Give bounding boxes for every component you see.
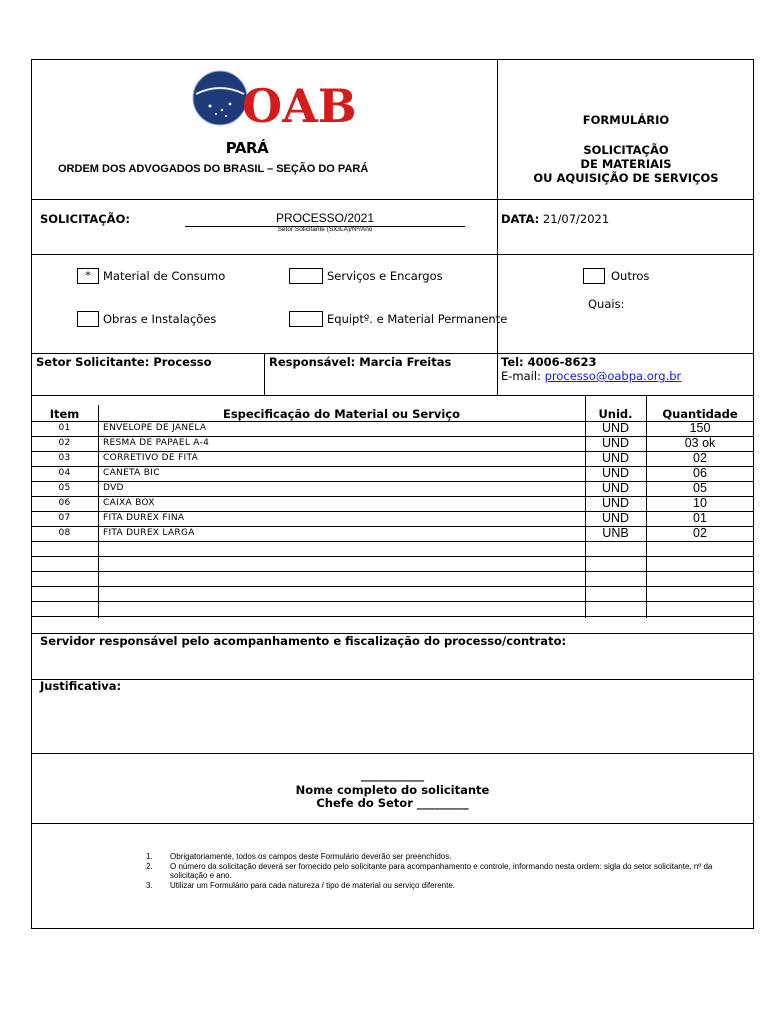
cell-unid: UND [601, 511, 630, 525]
responsavel: Responsável: Marcia Freitas [269, 355, 452, 369]
checkbox-equip[interactable] [289, 311, 323, 327]
form-title-3: OU AQUISIÇÃO DE SERVIÇOS [533, 171, 719, 185]
note-number: 2. [146, 861, 153, 871]
justificativa-label: Justificativa: [40, 679, 122, 693]
request-hint: Setor Solicitante (SIGLA)/Nº/Ano [277, 226, 373, 233]
email-field [501, 369, 681, 383]
rule [31, 199, 754, 200]
col-header-unid: Unid. [598, 407, 633, 421]
logo-text: OAB [242, 79, 357, 133]
note-item [146, 862, 746, 881]
cell-item: 02 [58, 438, 71, 448]
rule [31, 254, 754, 255]
cell-item: 01 [58, 423, 71, 433]
cell-desc: RESMA DE PAPAEL A-4 [103, 438, 210, 448]
col-header-item: Item [49, 407, 80, 421]
table-row-rule [31, 541, 754, 542]
rule [31, 679, 754, 680]
rule [31, 353, 754, 354]
cell-desc: CAIXA BOX [103, 498, 155, 508]
signature-chefe: Chefe do Setor _________ [316, 796, 469, 810]
checkbox-consumo[interactable]: * [77, 268, 99, 284]
cell-unid: UND [601, 466, 630, 480]
cell-desc: DVD [103, 483, 124, 493]
table-row-rule [31, 556, 754, 557]
form-title-1: SOLICITAÇÃO [583, 143, 669, 157]
cell-desc: CORRETIVO DE FITA [103, 453, 199, 463]
date-field [501, 212, 609, 226]
email-label: E-mail: [501, 369, 541, 383]
form-title-2: DE MATERIAIS [580, 157, 672, 171]
setor-solicitante: Setor Solicitante: Processo [36, 355, 212, 369]
date-value[interactable]: 21/07/2021 [542, 212, 610, 226]
table-row-rule [31, 601, 754, 602]
cell-item: 03 [58, 453, 71, 463]
cell-unid: UND [601, 436, 630, 450]
table-row-rule [31, 586, 754, 587]
signature-name: Nome completo do solicitante [295, 783, 490, 797]
cell-unid: UND [601, 421, 630, 435]
note-text: O número da solicitação deverá ser fornecido pelo solicitante para acompanhamento e controle, informando nesta ordem: sigla do setor solicitante, nº da solicitação e ano. [170, 861, 713, 880]
logo-subtitle: PARÁ [225, 139, 269, 157]
note-item [146, 852, 746, 862]
notes-list [146, 852, 746, 890]
checkbox-outros[interactable] [583, 268, 605, 284]
telefone: Tel: 4006-8623 [501, 355, 597, 369]
rule [31, 753, 754, 754]
organization-name: ORDEM DOS ADVOGADOS DO BRASIL – SEÇÃO DO PARÁ [58, 163, 369, 175]
cell-desc: CANETA BIC [103, 468, 160, 478]
cell-unid: UND [601, 481, 630, 495]
cell-desc: ENVELOPE DE JANELA [103, 423, 207, 433]
label-quais: Quais: [588, 297, 625, 311]
note-number: 3. [146, 880, 153, 890]
col-header-qtd: Quantidade [662, 407, 738, 421]
cell-desc: FITA DUREX FINA [103, 513, 185, 523]
header-divider [497, 59, 498, 354]
cell-unid: UND [601, 496, 630, 510]
checkbox-obras[interactable] [77, 311, 99, 327]
contact-divider [264, 353, 265, 395]
col-header-spec: Especificação do Material ou Serviço [222, 407, 461, 421]
note-number: 1. [146, 852, 153, 861]
cell-item: 05 [58, 483, 71, 493]
request-label: SOLICITAÇÃO: [40, 212, 130, 226]
contact-divider [497, 353, 498, 395]
label-servicos: Serviços e Encargos [327, 269, 443, 283]
cell-qtd: 150 [689, 421, 711, 435]
request-number[interactable]: PROCESSO/2021 [275, 211, 375, 225]
servidor-label: Servidor responsável pelo acompanhamento e fiscalização do processo/contrato: [40, 634, 567, 648]
cell-unid: UND [601, 451, 630, 465]
email-link[interactable]: processo@oabpa.org.br [544, 369, 682, 383]
label-consumo: Material de Consumo [103, 269, 226, 283]
label-equip: Equiptº. e Material Permanente [327, 312, 508, 326]
note-text: Utilizar um Formulário para cada natureza / tipo de material ou serviço diferente. [170, 880, 456, 890]
cell-item: 08 [58, 528, 71, 538]
cell-qtd: 10 [693, 496, 707, 510]
rule [31, 823, 754, 824]
cell-item: 06 [58, 498, 71, 508]
checkbox-servicos[interactable] [289, 268, 323, 284]
cell-qtd: 01 [693, 511, 707, 525]
signature-line: ___________ [360, 768, 425, 782]
label-obras: Obras e Instalações [103, 312, 217, 326]
table-row-rule [31, 571, 754, 572]
cell-desc: FITA DUREX LARGA [103, 528, 195, 538]
cell-qtd: 02 [693, 526, 707, 540]
label-outros: Outros [611, 269, 650, 283]
note-item [146, 881, 746, 891]
cell-qtd: 05 [693, 481, 707, 495]
cell-item: 04 [58, 468, 71, 478]
cell-qtd: 06 [693, 466, 707, 480]
cell-item: 07 [58, 513, 71, 523]
note-text: Obrigatoriamente, todos os campos deste Formulário deverão ser preenchidos. [170, 852, 452, 861]
date-label: DATA: [501, 212, 540, 226]
table-row-rule [31, 616, 754, 617]
cell-qtd: 03 ok [684, 436, 716, 450]
form-label: FORMULÁRIO [582, 113, 670, 127]
cell-qtd: 02 [693, 451, 707, 465]
cell-unid: UNB [602, 526, 629, 540]
